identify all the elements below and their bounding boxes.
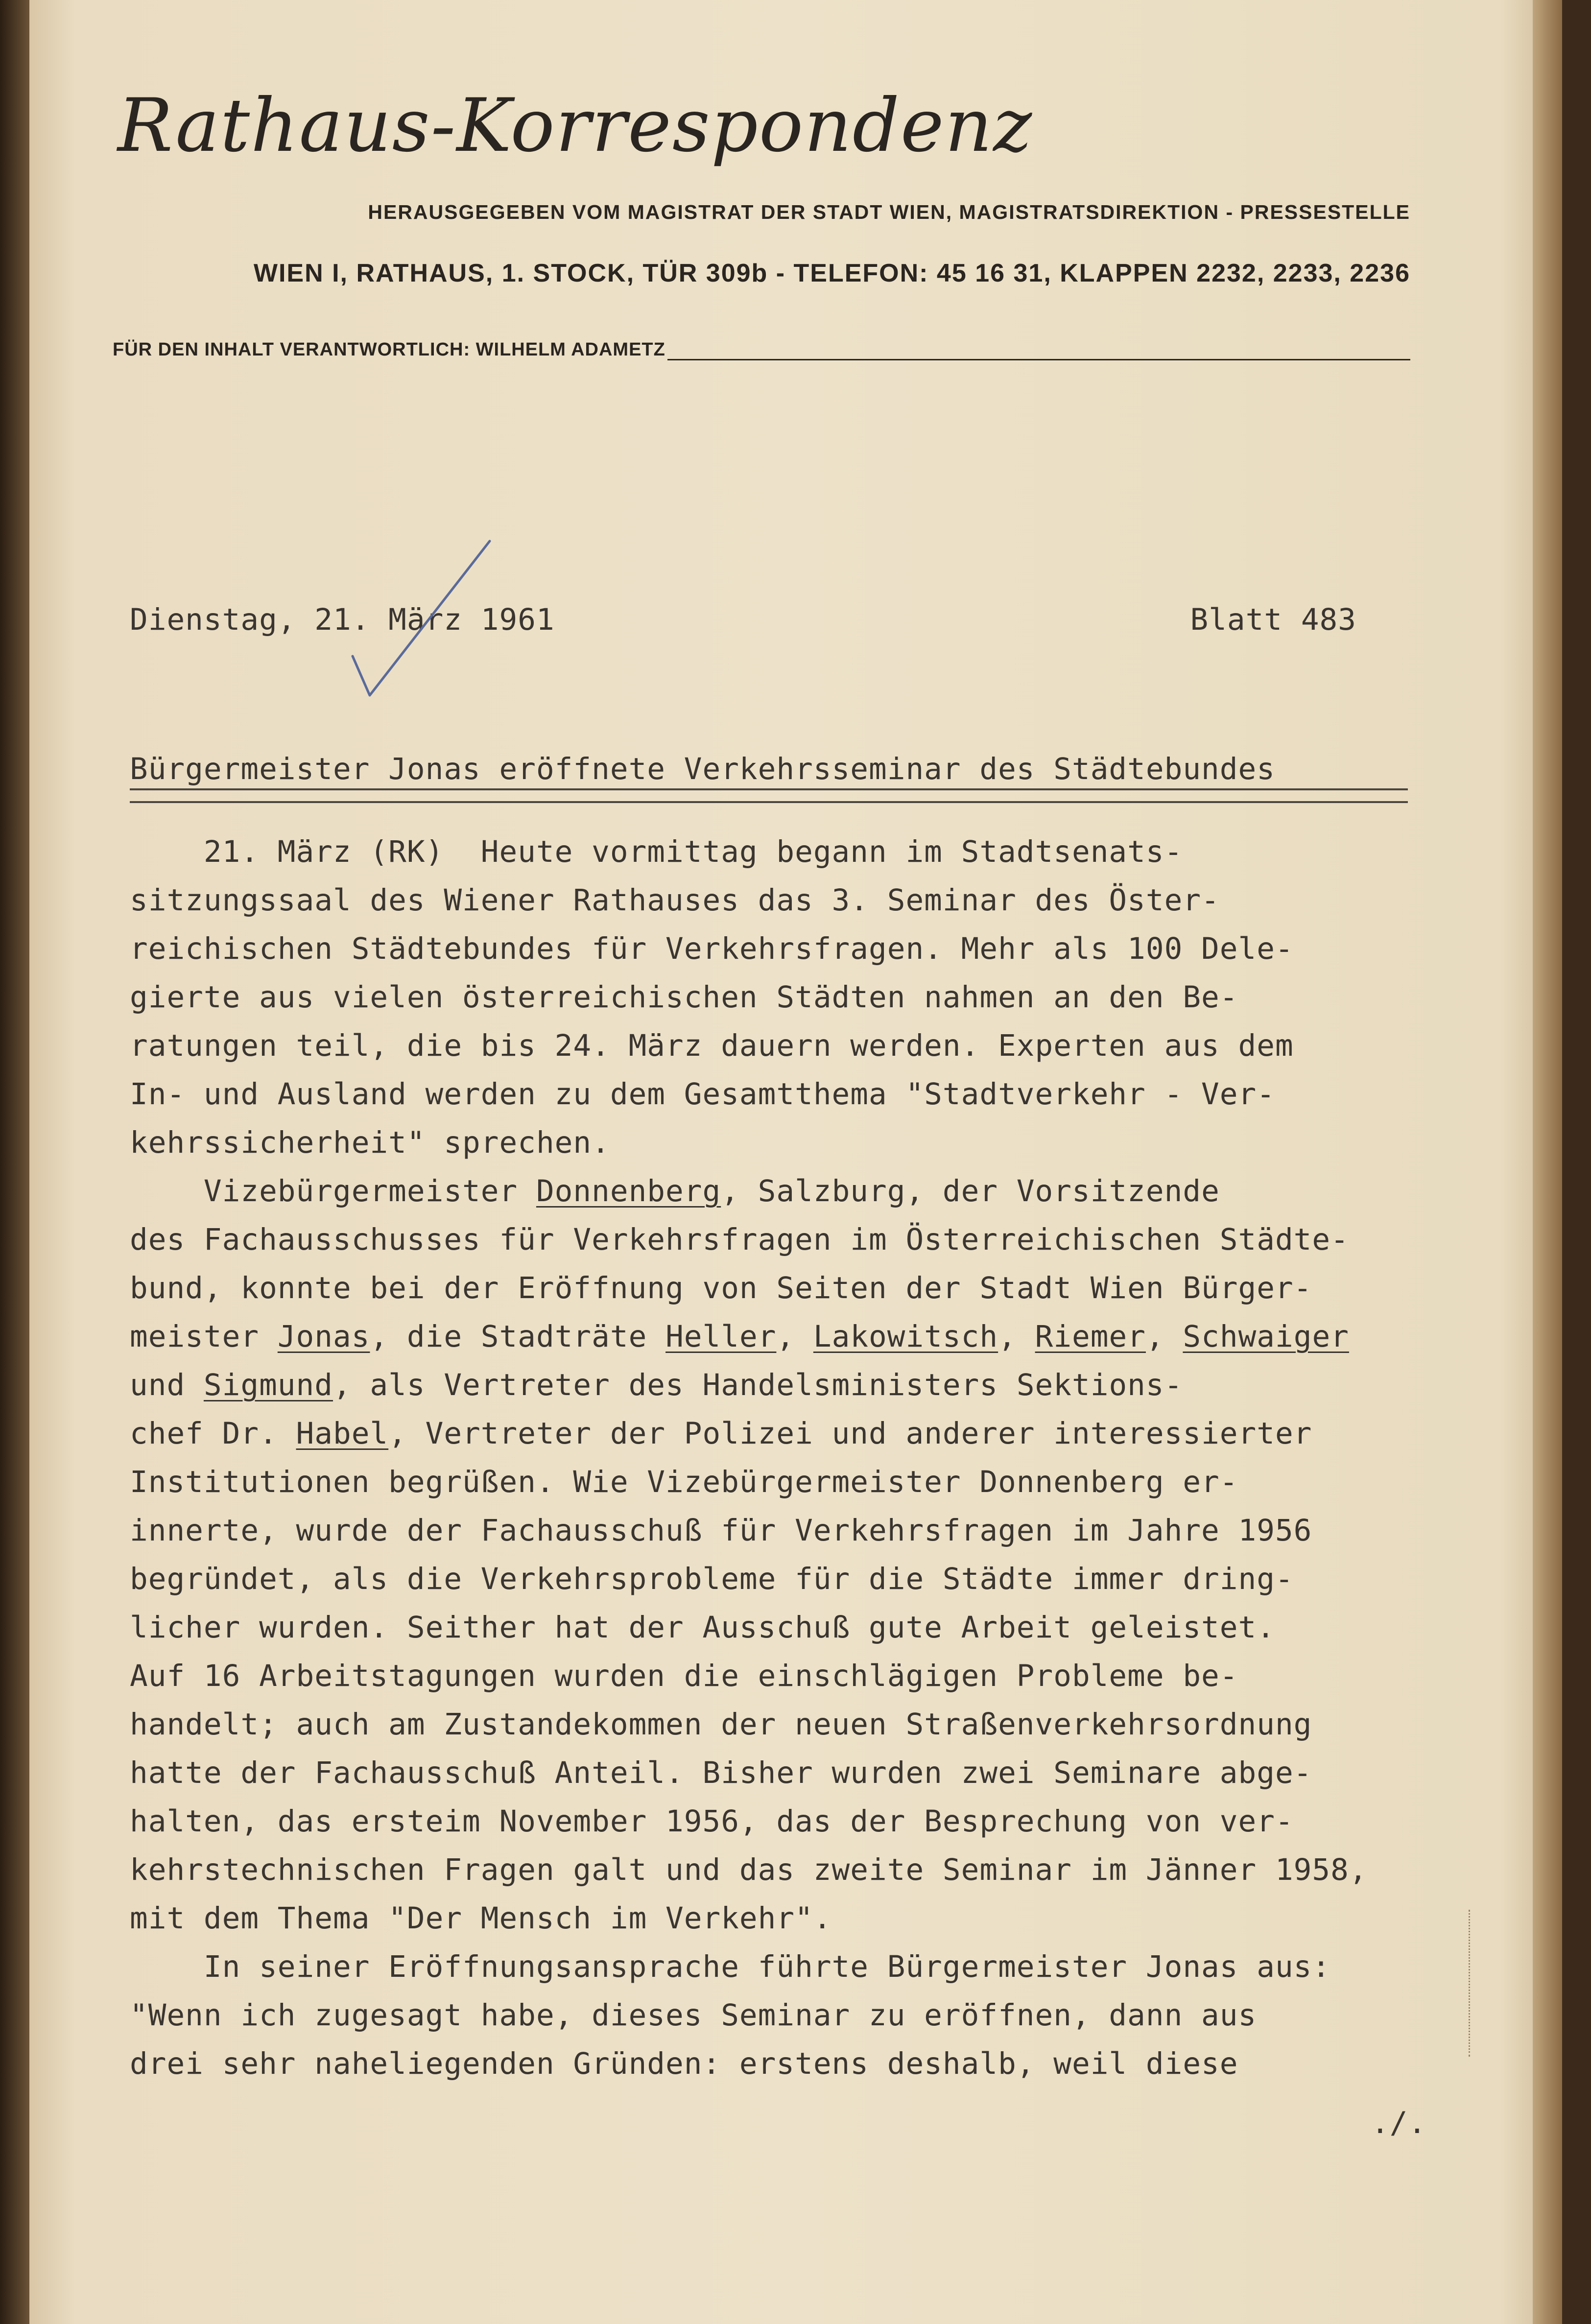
body-text-segment: hatte der Fachausschuß Anteil. Bisher wurden zwei Seminare abge- bbox=[130, 1755, 1312, 1790]
body-text-segment: , als Vertreter des Handelsministers Sektions- bbox=[332, 1368, 1183, 1402]
document-page bbox=[29, 0, 1562, 2324]
body-text-segment: Auf 16 Arbeitstagungen wurden die einschlägigen Probleme be- bbox=[130, 1659, 1238, 1693]
body-line bbox=[130, 1264, 1516, 1312]
body-text-segment: drei sehr naheliegenden Gründen: erstens deshalb, weil diese bbox=[130, 2046, 1238, 2081]
publisher-line: HERAUSGEGEBEN VOM MAGISTRAT DER STADT WIEN, MAGISTRATSDIREKTION - PRESSESTELLE bbox=[368, 201, 1410, 223]
header-rule bbox=[667, 355, 1410, 360]
body-text-segment: kehrstechnischen Fragen galt und das zweite Seminar im Jänner 1958, bbox=[130, 1852, 1368, 1887]
body-line bbox=[130, 1991, 1516, 2039]
body-line bbox=[130, 925, 1516, 973]
underlined-name: Lakowitsch bbox=[813, 1319, 998, 1354]
body-line bbox=[130, 828, 1516, 876]
body-text-segment: gierte aus vielen österreichischen Städten nahmen an den Be- bbox=[130, 980, 1238, 1015]
body-text-segment: kehrssicherheit" sprechen. bbox=[130, 1125, 610, 1160]
body-text-segment: , Vertreter der Polizei und anderer interessierter bbox=[388, 1416, 1312, 1451]
body-text-segment: sitzungssaal des Wiener Rathauses das 3. Seminar des Öster- bbox=[130, 883, 1220, 918]
body-text-segment: Vizebürgermeister bbox=[130, 1174, 536, 1209]
address-line: WIEN I, RATHAUS, 1. STOCK, TÜR 309b - TELEFON: 45 16 31, KLAPPEN 2232, 2233, 2236 bbox=[253, 259, 1410, 287]
body-line bbox=[130, 1555, 1516, 1603]
body-line bbox=[130, 1070, 1516, 1118]
body-text-segment: , die Stadträte bbox=[370, 1319, 666, 1354]
body-line bbox=[130, 1021, 1516, 1070]
body-text-segment: und bbox=[130, 1368, 204, 1402]
body-text-segment: In- und Ausland werden zu dem Gesamtthema "Stadtverkehr - Ver- bbox=[130, 1077, 1275, 1112]
body-line bbox=[130, 1409, 1516, 1458]
body-line bbox=[130, 1749, 1516, 1797]
body-text-segment: mit dem Thema "Der Mensch im Verkehr". bbox=[130, 1901, 832, 1936]
article-headline: Bürgermeister Jonas eröffnete Verkehrsseminar des Städtebundes bbox=[130, 752, 1275, 786]
continuation-mark: ./. bbox=[1371, 2106, 1427, 2140]
headline-double-rule bbox=[130, 788, 1408, 803]
body-text-segment: Institutionen begrüßen. Wie Vizebürgermeister Donnenberg er- bbox=[130, 1465, 1238, 1499]
underlined-name: Riemer bbox=[1035, 1319, 1146, 1354]
responsible-line bbox=[113, 339, 1410, 360]
body-text-segment: innerte, wurde der Fachausschuß für Verkehrsfragen im Jahre 1956 bbox=[130, 1513, 1312, 1548]
body-text-segment: , bbox=[1145, 1319, 1183, 1354]
body-line bbox=[130, 1846, 1516, 1894]
body-text-segment: "Wenn ich zugesagt habe, dieses Seminar zu eröffnen, dann aus bbox=[130, 1998, 1257, 2033]
body-line bbox=[130, 1506, 1516, 1555]
body-line bbox=[130, 876, 1516, 925]
body-text-segment: 21. März (RK) Heute vormittag begann im Stadtsenats- bbox=[130, 834, 1183, 869]
body-line bbox=[130, 1361, 1516, 1409]
body-line bbox=[130, 1458, 1516, 1506]
responsible-text: FÜR DEN INHALT VERANTWORTLICH: WILHELM ADAMETZ bbox=[113, 339, 665, 360]
body-line bbox=[130, 1312, 1516, 1361]
body-line bbox=[130, 1603, 1516, 1652]
sheet-number: Blatt 483 bbox=[1190, 602, 1356, 637]
body-line bbox=[130, 1894, 1516, 1943]
body-text-segment: begründet, als die Verkehrsprobleme für die Städte immer dring- bbox=[130, 1562, 1294, 1596]
body-line bbox=[130, 2039, 1516, 2088]
margin-marks bbox=[1469, 1910, 1474, 2057]
body-text-segment: des Fachausschusses für Verkehrsfragen im Österreichischen Städte- bbox=[130, 1222, 1349, 1257]
body-line bbox=[130, 1652, 1516, 1700]
underlined-name: Schwaiger bbox=[1183, 1319, 1349, 1354]
body-line bbox=[130, 1943, 1516, 1991]
body-text-segment: , bbox=[998, 1319, 1035, 1354]
body-text-segment: reichischen Städtebundes für Verkehrsfragen. Mehr als 100 Dele- bbox=[130, 931, 1294, 966]
underlined-name: Donnenberg bbox=[536, 1174, 721, 1209]
body-text-segment: meister bbox=[130, 1319, 278, 1354]
masthead-title: Rathaus-Korrespondenz bbox=[118, 83, 1033, 168]
body-line bbox=[130, 1118, 1516, 1167]
body-text-segment: , Salzburg, der Vorsitzende bbox=[721, 1174, 1220, 1209]
underlined-name: Habel bbox=[296, 1416, 389, 1451]
body-line bbox=[130, 1700, 1516, 1749]
checkmark-icon bbox=[343, 534, 495, 700]
book-binding-edge bbox=[0, 0, 29, 2324]
body-text-segment: handelt; auch am Zustandekommen der neuen Straßenverkehrsordnung bbox=[130, 1707, 1312, 1742]
body-line bbox=[130, 973, 1516, 1021]
body-text-segment: chef Dr. bbox=[130, 1416, 296, 1451]
page-stack-edge bbox=[1533, 0, 1562, 2324]
article-body bbox=[130, 828, 1516, 2088]
body-text-segment: In seiner Eröffnungsansprache führte Bürgermeister Jonas aus: bbox=[130, 1949, 1331, 1984]
body-text-segment: licher wurden. Seither hat der Ausschuß gute Arbeit geleistet. bbox=[130, 1610, 1275, 1645]
body-text-segment: bund, konnte bei der Eröffnung von Seiten der Stadt Wien Bürger- bbox=[130, 1271, 1312, 1305]
body-text-segment: , bbox=[776, 1319, 813, 1354]
date-line: Dienstag, 21. März 1961 bbox=[130, 602, 555, 637]
body-text-segment: halten, das ersteim November 1956, das der Besprechung von ver- bbox=[130, 1804, 1294, 1839]
underlined-name: Heller bbox=[665, 1319, 777, 1354]
body-line bbox=[130, 1215, 1516, 1264]
underlined-name: Jonas bbox=[277, 1319, 370, 1354]
body-line bbox=[130, 1797, 1516, 1846]
body-line bbox=[130, 1167, 1516, 1215]
underlined-name: Sigmund bbox=[203, 1368, 333, 1402]
body-text-segment: ratungen teil, die bis 24. März dauern werden. Experten aus dem bbox=[130, 1028, 1294, 1063]
